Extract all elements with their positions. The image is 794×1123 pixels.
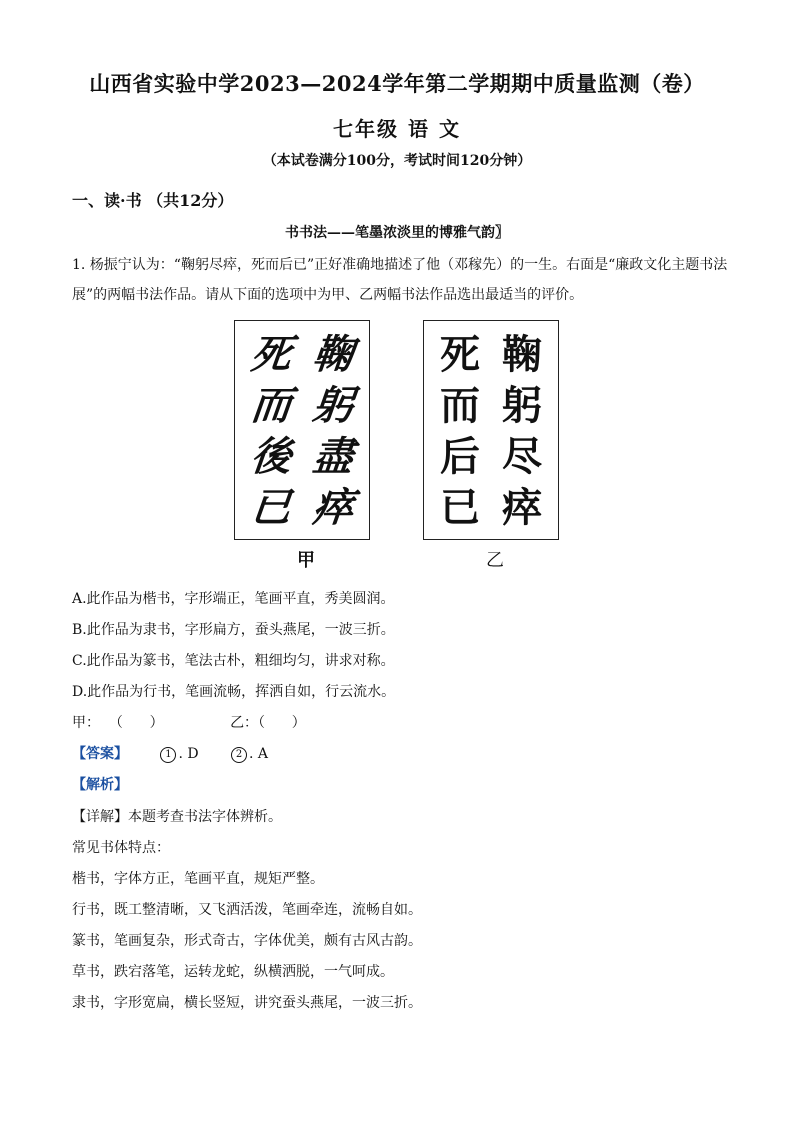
option-d: D.此作品为行书，笔画流畅，挥洒自如，行云流水。 [72, 684, 396, 700]
circled-number: 1 [160, 747, 176, 763]
option-c: C.此作品为篆书，笔法古朴，粗细均匀，讲求对称。 [72, 653, 395, 669]
exam-note: （本试卷满分100分，考试时间120分钟） [262, 153, 532, 169]
blank-b: 乙：（ ） [230, 715, 306, 731]
circled-number: 2 [231, 747, 247, 763]
option-b: B.此作品为隶书，字形扁方，蚕头燕尾，一波三折。 [72, 622, 395, 638]
blank-a: 甲： （ ） [72, 715, 164, 731]
glyph: 死 [248, 331, 294, 378]
glyph: 而 [440, 382, 480, 429]
glyph: 躬 [502, 382, 542, 429]
glyph: 死 [440, 331, 480, 378]
answer-item-2 [231, 746, 268, 763]
artwork-a-left-column [245, 329, 297, 533]
glyph: 鞠 [310, 331, 356, 378]
analysis-label: 【解析】 [72, 777, 128, 793]
analysis-intro: 常见书体特点： [72, 840, 170, 856]
grade-subject: 七年级 语 文 [333, 117, 461, 141]
analysis-detail: 【详解】本题考查书法字体辨析。 [72, 809, 282, 825]
calligraphy-artwork-b [423, 320, 559, 540]
glyph: 瘁 [502, 484, 542, 531]
glyph: 尽 [502, 433, 542, 480]
answer-value: . D [178, 746, 199, 762]
answer-line [72, 743, 268, 763]
glyph: 躬 [310, 382, 356, 429]
answer-label: 【答案】 [72, 746, 128, 762]
answer-item-1 [160, 746, 198, 763]
question-1-text: 1. 杨振宁认为：“鞠躬尽瘁，死而后已”正好准确地描述了他（邓稼先）的一生。右面是“廉政文化主题书法展”的两幅书法作品。请从下面的选项中为甲、乙两幅书法作品选出最适当的评价。 [72, 257, 728, 303]
calligraphy-artwork-a [234, 320, 370, 540]
glyph: 後 [248, 433, 294, 480]
exam-title: 山西省实验中学2023—2024学年第二学期期中质量监测（卷） [89, 71, 705, 96]
option-a: A.此作品为楷书，字形端正，笔画平直，秀美圆润。 [72, 591, 395, 607]
glyph: 盡 [310, 433, 356, 480]
artwork-a-caption: 甲 [297, 550, 315, 571]
glyph: 已 [248, 484, 294, 531]
analysis-point-xingshu: 行书，既工整清晰，又飞洒活泼，笔画牵连，流畅自如。 [72, 902, 422, 918]
analysis-point-caoshu: 草书，跌宕落笔，运转龙蛇，纵横洒脱，一气呵成。 [72, 964, 394, 980]
section-heading: 一、读·书 （共12分） [72, 191, 234, 210]
glyph: 鞠 [502, 331, 542, 378]
artwork-a-right-column [307, 329, 359, 533]
analysis-point-lishu: 隶书，字形宽扁，横长竖短，讲究蚕头燕尾，一波三折。 [72, 995, 422, 1011]
glyph: 而 [248, 382, 294, 429]
artwork-b-right-column [496, 329, 548, 533]
glyph: 瘁 [310, 484, 356, 531]
answer-blanks [72, 712, 306, 732]
analysis-point-kaishu: 楷书，字体方正，笔画平直，规矩严整。 [72, 871, 324, 887]
glyph: 已 [440, 484, 480, 531]
analysis-point-zhuanshu: 篆书，笔画复杂，形式奇古，字体优美，颇有古风古韵。 [72, 933, 422, 949]
artwork-b-left-column [434, 329, 486, 533]
topic-heading: 书书法——笔墨浓淡里的博雅气韵〗 [285, 225, 509, 241]
glyph: 后 [440, 433, 480, 480]
answer-value: . A [249, 746, 269, 762]
artwork-b-caption: 乙 [486, 550, 504, 571]
